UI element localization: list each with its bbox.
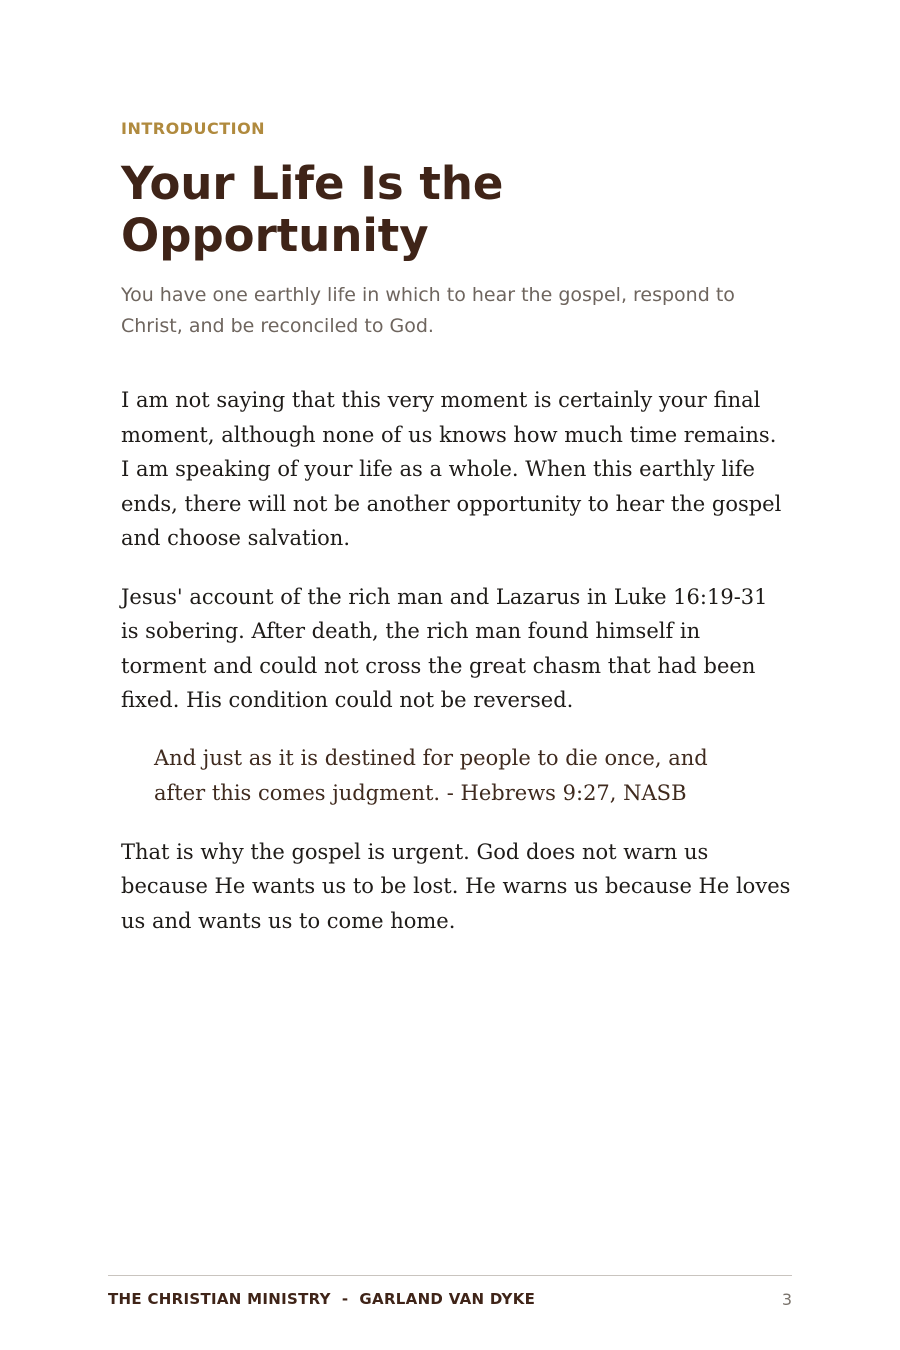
- page-content: [121, 118, 791, 938]
- section-label: INTRODUCTION: [121, 119, 266, 138]
- body-paragraph-3: That is why the gospel is urgent. God does not warn us because He wants us to be lost. He warns us because He loves us and wants us to come home.: [121, 839, 791, 933]
- footer-divider: [108, 1275, 792, 1276]
- page-subtitle: You have one earthly life in which to hear the gospel, respond to Christ, and be reconciled to God.: [121, 284, 735, 337]
- body-paragraph-1: I am not saying that this very moment is certainly your final moment, although none of us knows how much time remains. I am speaking of your life as a whole. When this earthly life ends, there will not be another opportunity to hear the gospel and choose salvation.: [121, 388, 782, 550]
- footer-running-title: THE CHRISTIAN MINISTRY - GARLAND VAN DYKE: [108, 1290, 536, 1308]
- page-title: Your Life Is the Opportunity: [121, 157, 504, 262]
- scripture-blockquote: And just as it is destined for people to die once, and after this comes judgment. - Hebrews 9:27, NASB: [154, 745, 708, 805]
- page-number: 3: [781, 1290, 792, 1309]
- body-paragraph-2: Jesus' account of the rich man and Lazarus in Luke 16:19-31 is sobering. After death, the rich man found himself in torment and could not cross the great chasm that had been fixed. His condition could not be reversed.: [121, 584, 768, 712]
